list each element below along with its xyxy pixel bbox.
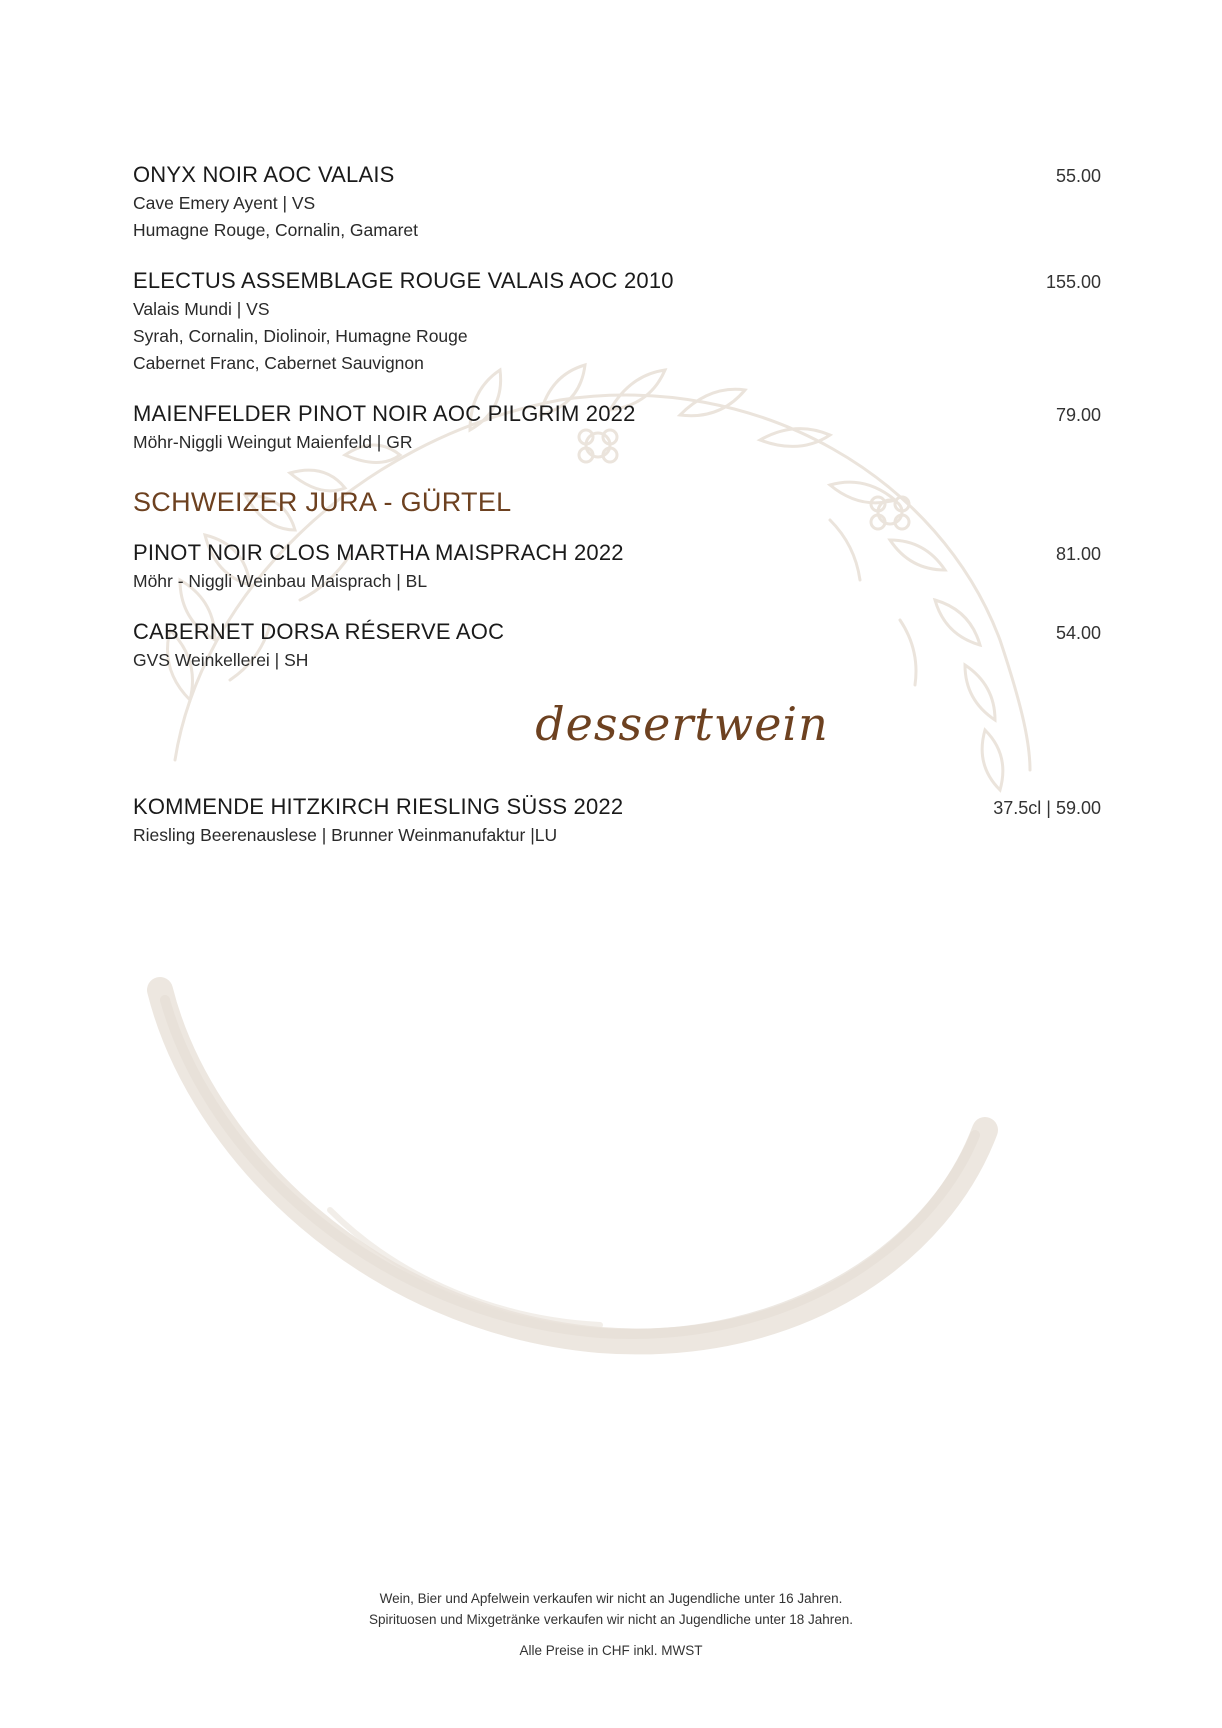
wine-name: KOMMENDE HITZKIRCH RIESLING SÜSS 2022: [133, 794, 624, 819]
section-valais: [133, 160, 1101, 456]
brush-stroke-icon: [160, 990, 985, 1341]
wine-detail: Riesling Beerenauslese | Brunner Weinmanufaktur |LU: [133, 825, 558, 845]
section-dessert: [133, 696, 1101, 849]
wine-detail: Möhr-Niggli Weingut Maienfeld | GR: [133, 432, 413, 452]
wine-name: MAIENFELDER PINOT NOIR AOC PILGRIM 2022: [133, 401, 636, 426]
wine-name: CABERNET DORSA RÉSERVE AOC: [133, 619, 505, 644]
wine-detail: GVS Weinkellerei | SH: [133, 650, 309, 670]
wine-detail: Syrah, Cornalin, Diolinoir, Humagne Rouge: [133, 326, 468, 346]
footer-price-note: Alle Preise in CHF inkl. MWST: [519, 1643, 703, 1658]
wine-detail: Möhr - Niggli Weinbau Maisprach | BL: [133, 571, 428, 591]
footer-line: Spirituosen und Mixgetränke verkaufen wir nicht an Jugendliche unter 18 Jahren.: [368, 1612, 854, 1627]
wine-name: ONYX NOIR AOC VALAIS: [133, 162, 395, 187]
dessert-heading: dessertwein: [535, 697, 829, 751]
footer-notice: [0, 1588, 1222, 1661]
footer-line: Wein, Bier und Apfelwein verkaufen wir nicht an Jugendliche unter 16 Jahren.: [379, 1591, 843, 1606]
wine-item: [133, 266, 1101, 377]
wine-list: [133, 160, 1101, 871]
wine-name: ELECTUS ASSEMBLAGE ROUGE VALAIS AOC 2010: [133, 268, 674, 293]
wine-item: [133, 792, 1101, 849]
wine-detail: Valais Mundi | VS: [133, 299, 270, 319]
wine-price: 155.00: [1045, 272, 1101, 292]
wine-price: 54.00: [1055, 623, 1101, 643]
wine-item: [133, 538, 1101, 595]
wine-price: 55.00: [1055, 166, 1101, 186]
wine-price: 81.00: [1055, 544, 1101, 564]
wine-name: PINOT NOIR CLOS MARTHA MAISPRACH 2022: [133, 540, 624, 565]
section-title: SCHWEIZER JURA - GÜRTEL: [133, 487, 512, 517]
wine-item: [133, 160, 1101, 244]
wine-price: 79.00: [1055, 405, 1101, 425]
wine-detail: Cave Emery Ayent | VS: [133, 193, 316, 213]
wine-item: [133, 399, 1101, 456]
wine-detail: Humagne Rouge, Cornalin, Gamaret: [133, 220, 419, 240]
section-jura: [133, 484, 1101, 674]
wine-detail: Cabernet Franc, Cabernet Sauvignon: [133, 353, 424, 373]
wine-price: 37.5cl | 59.00: [993, 798, 1101, 818]
wine-item: [133, 617, 1101, 674]
footer-spacer: [0, 1630, 1222, 1640]
